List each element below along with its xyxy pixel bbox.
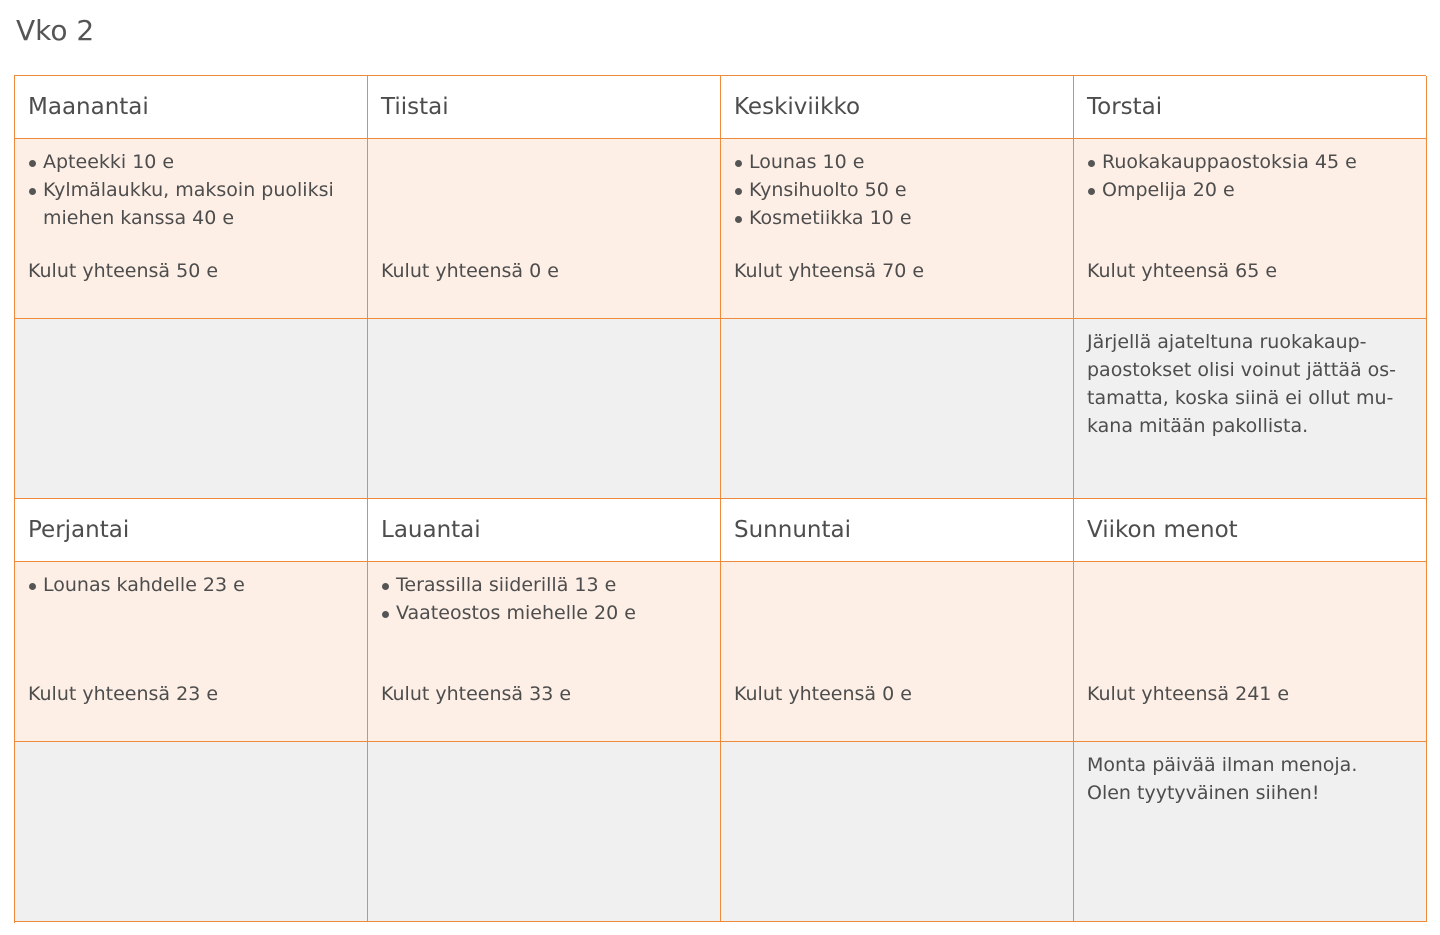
- note-cell-tiistai: [368, 319, 721, 499]
- expense-list: [28, 562, 354, 599]
- expense-item-text: Lounas kahdelle 23 e: [43, 574, 245, 596]
- expense-list: [381, 562, 707, 627]
- budget-table: [14, 75, 1426, 923]
- bullet-icon: [735, 216, 742, 223]
- bullet-icon: [1088, 160, 1095, 167]
- expense-item: [734, 176, 1060, 204]
- day-header-torstai: [1074, 76, 1427, 139]
- expense-item-text: Kosmetiikka 10 e: [749, 207, 912, 229]
- bullet-icon: [382, 583, 389, 590]
- note-text: Järjellä ajateltuna ruokakaup- paostokset olisi voinut jättää os- tamatta, koska siinä ei ollut mu- kana mitään pakollista.: [1087, 331, 1397, 437]
- expense-cell-viikon-menot: [1074, 562, 1427, 742]
- bullet-icon: [29, 188, 36, 195]
- expense-total: Kulut yhteensä 50 e: [28, 260, 219, 282]
- day-name: Keskiviikko: [734, 94, 861, 120]
- bullet-icon: [382, 611, 389, 618]
- day-name: Maanantai: [28, 94, 149, 120]
- bullet-icon: [1088, 188, 1095, 195]
- page-title: Vko 2: [16, 14, 95, 47]
- day-header-maanantai: [15, 76, 368, 139]
- expense-cell-perjantai: [15, 562, 368, 742]
- expense-cell-sunnuntai: [721, 562, 1074, 742]
- day-header-keskiviikko: [721, 76, 1074, 139]
- expense-cell-maanantai: [15, 139, 368, 319]
- expense-item-text: Kynsihuolto 50 e: [749, 179, 907, 201]
- expense-item: [734, 204, 1060, 232]
- note-cell-sunnuntai: [721, 742, 1074, 922]
- expense-total: Kulut yhteensä 23 e: [28, 683, 219, 705]
- expense-list: [28, 139, 354, 232]
- expense-cell-torstai: [1074, 139, 1427, 319]
- expense-cell-lauantai: [368, 562, 721, 742]
- day-name: Perjantai: [28, 517, 130, 543]
- note-cell-lauantai: [368, 742, 721, 922]
- note-cell-perjantai: [15, 742, 368, 922]
- expense-item-text: Vaateostos miehelle 20 e: [396, 602, 636, 624]
- expense-total: Kulut yhteensä 241 e: [1087, 683, 1290, 705]
- note-cell-keskiviikko: [721, 319, 1074, 499]
- expense-cell-keskiviikko: [721, 139, 1074, 319]
- expense-item: [28, 571, 354, 599]
- expense-item: [28, 148, 354, 176]
- expense-item: [1087, 148, 1413, 176]
- day-header-viikon-menot: [1074, 499, 1427, 562]
- expense-item-text: Apteekki 10 e: [43, 151, 175, 173]
- expense-item-text: Ompelija 20 e: [1102, 179, 1235, 201]
- expense-item-text: Ruokakauppaostoksia 45 e: [1102, 151, 1357, 173]
- expense-total: Kulut yhteensä 0 e: [381, 260, 559, 282]
- note-text: Monta päivää ilman menoja. Olen tyytyväinen siihen!: [1087, 754, 1358, 804]
- expense-item: [28, 176, 354, 232]
- expense-cell-tiistai: [368, 139, 721, 319]
- expense-item-text: Kylmälaukku, maksoin puoliksi miehen kanssa 40 e: [43, 179, 334, 229]
- note-cell-maanantai: [15, 319, 368, 499]
- expense-list: [734, 139, 1060, 232]
- expense-item-text: Terassilla siiderillä 13 e: [396, 574, 617, 596]
- bullet-icon: [29, 583, 36, 590]
- expense-total: Kulut yhteensä 33 e: [381, 683, 572, 705]
- day-name: Tiistai: [381, 94, 449, 120]
- day-name: Torstai: [1087, 94, 1163, 120]
- expense-item-text: Lounas 10 e: [749, 151, 865, 173]
- bullet-icon: [735, 188, 742, 195]
- note-cell-torstai: [1074, 319, 1427, 499]
- day-name: Sunnuntai: [734, 517, 851, 543]
- expense-item: [1087, 176, 1413, 204]
- expense-list: [1087, 139, 1413, 204]
- day-name: Lauantai: [381, 517, 481, 543]
- note-cell-viikon-menot: [1074, 742, 1427, 922]
- bullet-icon: [735, 160, 742, 167]
- bullet-icon: [29, 160, 36, 167]
- day-name: Viikon menot: [1087, 517, 1238, 543]
- day-header-lauantai: [368, 499, 721, 562]
- expense-item: [734, 148, 1060, 176]
- day-header-perjantai: [15, 499, 368, 562]
- day-header-tiistai: [368, 76, 721, 139]
- expense-item: [381, 571, 707, 599]
- expense-total: Kulut yhteensä 65 e: [1087, 260, 1278, 282]
- expense-total: Kulut yhteensä 70 e: [734, 260, 925, 282]
- expense-item: [381, 599, 707, 627]
- expense-total: Kulut yhteensä 0 e: [734, 683, 912, 705]
- day-header-sunnuntai: [721, 499, 1074, 562]
